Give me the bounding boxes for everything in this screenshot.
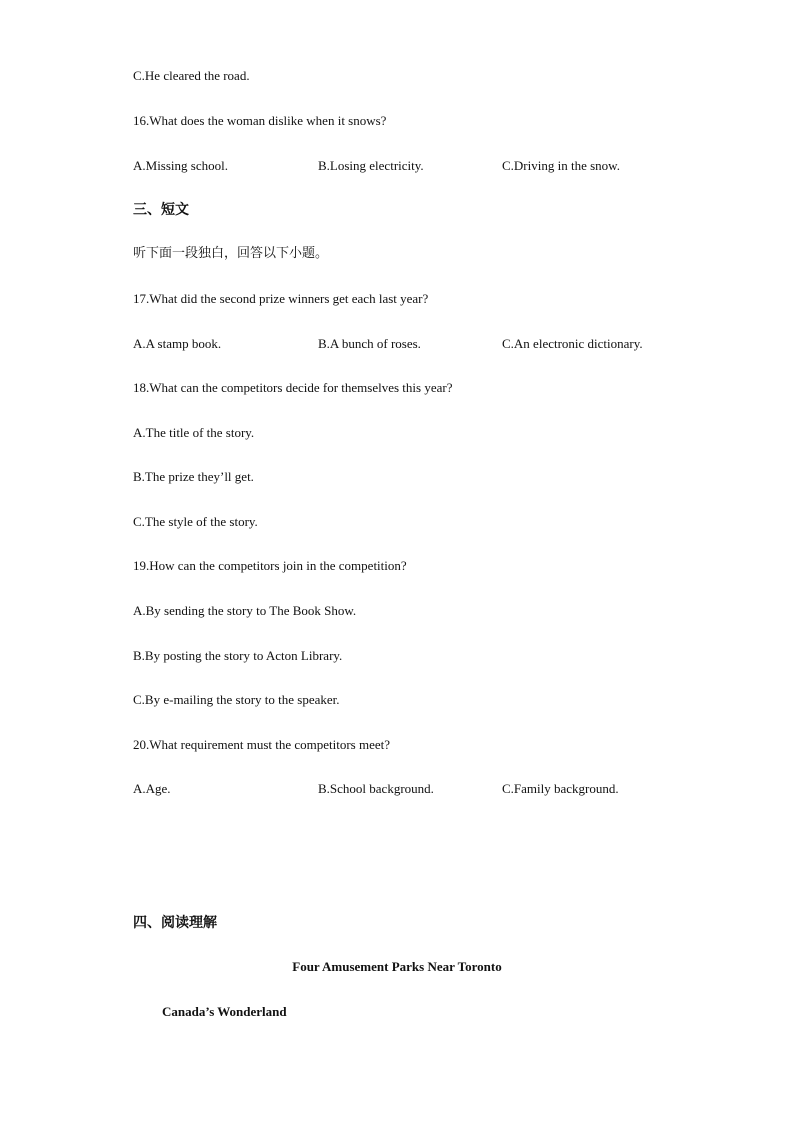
q18-option-c: C.The style of the story. bbox=[133, 514, 258, 529]
q18-option-b: B.The prize they’ll get. bbox=[133, 469, 254, 484]
section-3-instruction: 听下面一段独白，回答以下小题。 bbox=[133, 246, 329, 261]
passage-title: Four Amusement Parks Near Toronto bbox=[292, 959, 502, 974]
q20-option-c: C.Family background. bbox=[502, 781, 619, 796]
q17-option-b: B.A bunch of roses. bbox=[318, 336, 421, 351]
q16-option-c: C.Driving in the snow. bbox=[502, 158, 620, 173]
q19-option-b: B.By posting the story to Acton Library. bbox=[133, 648, 343, 663]
q16-option-a: A.Missing school. bbox=[133, 158, 228, 173]
section-4-heading: 四、阅读理解 bbox=[133, 915, 217, 931]
q19-option-c: C.By e-mailing the story to the speaker. bbox=[133, 692, 340, 707]
q20-option-a: A.Age. bbox=[133, 781, 171, 796]
q16-question: 16.What does the woman dislike when it snows? bbox=[133, 113, 387, 128]
q16-option-b: B.Losing electricity. bbox=[318, 158, 424, 173]
q20-option-b: B.School background. bbox=[318, 781, 434, 796]
section-3-heading: 三、短文 bbox=[133, 202, 189, 218]
q17-option-a: A.A stamp book. bbox=[133, 336, 222, 351]
q17-question: 17.What did the second prize winners get each last year? bbox=[133, 291, 429, 306]
q19-question: 19.How can the competitors join in the competition? bbox=[133, 558, 407, 573]
q20-question: 20.What requirement must the competitors meet? bbox=[133, 737, 391, 752]
q18-option-a: A.The title of the story. bbox=[133, 425, 255, 440]
q18-question: 18.What can the competitors decide for themselves this year? bbox=[133, 380, 453, 395]
q15-option-c: C.He cleared the road. bbox=[133, 68, 250, 83]
passage-subtitle: Canada’s Wonderland bbox=[162, 1004, 287, 1019]
q19-option-a: A.By sending the story to The Book Show. bbox=[133, 603, 357, 618]
q17-option-c: C.An electronic dictionary. bbox=[502, 336, 643, 351]
